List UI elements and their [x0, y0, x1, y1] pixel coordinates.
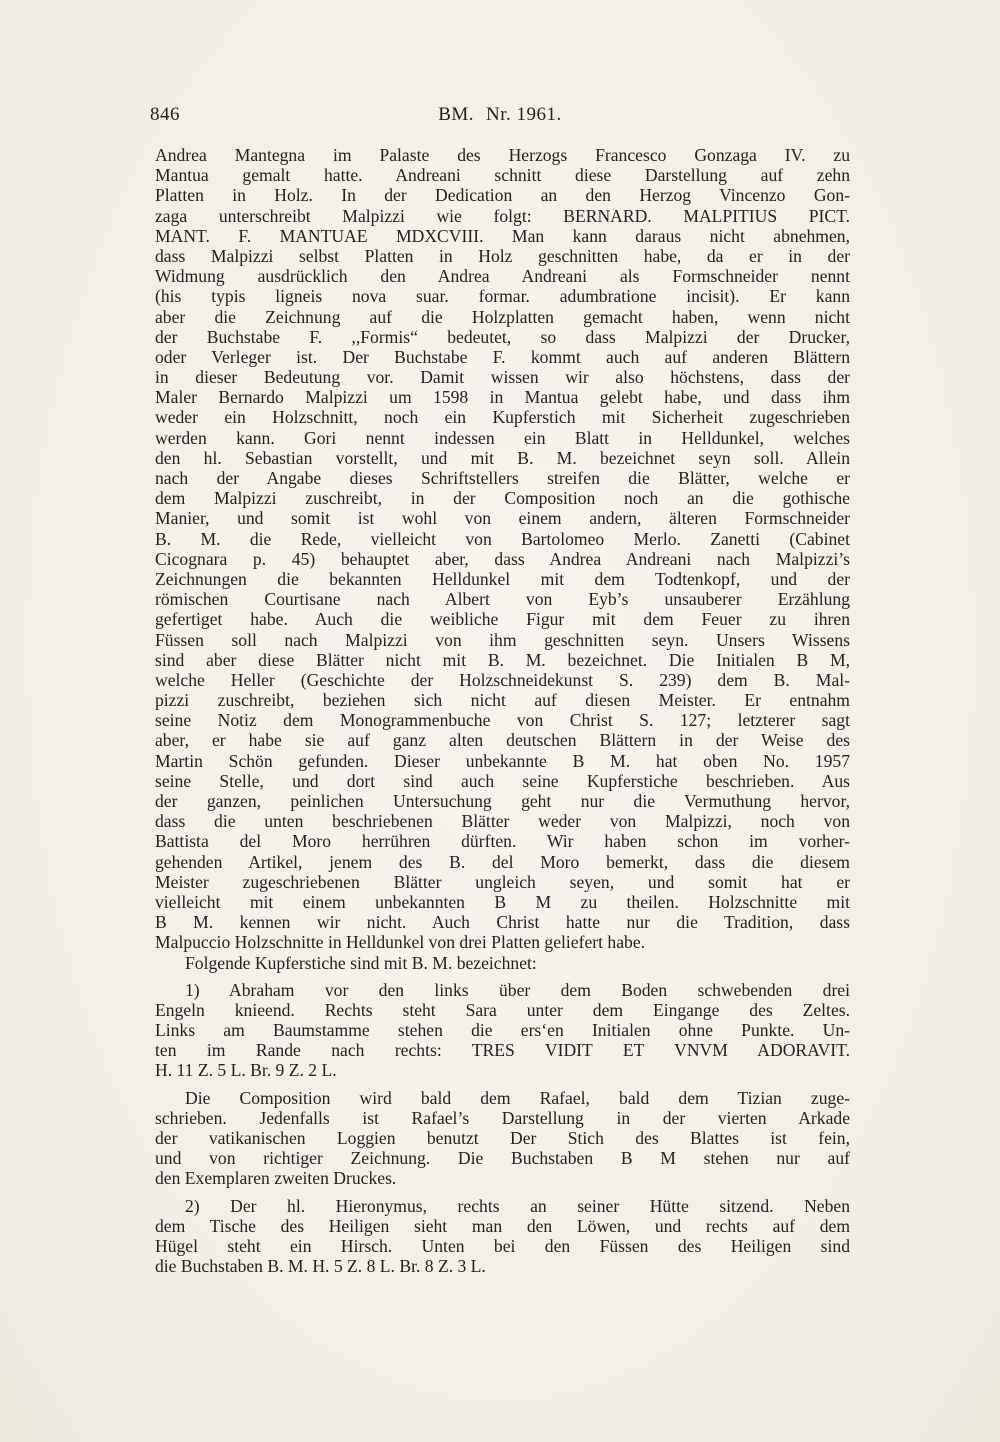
note-line: schrieben. Jedenfalls ist Rafael’s Darstellung in der vierten Arkade — [155, 1107, 850, 1128]
text-line: B M. kennen wir nicht. Auch Christ hatte nur die Tradition, dass — [155, 912, 850, 933]
running-title-part-1: BM. — [438, 104, 475, 125]
running-title-part-2: Nr. 1961. — [486, 104, 562, 125]
note-line: der vatikanischen Loggien benutzt Der Stich des Blattes ist fein, — [155, 1128, 850, 1148]
text-line: Battista del Moro herrühren dürften. Wir haben schon im vorher- — [155, 831, 850, 852]
text-line: der ganzen, peinlichen Untersuchung geht nur die Vermuthung hervor, — [155, 791, 850, 811]
running-title — [150, 104, 850, 126]
text-line: aber die Zeichnung auf die Holzplatten gemacht haben, wenn nicht — [155, 306, 850, 327]
entry-line: H. 11 Z. 5 L. Br. 9 Z. 2 L. — [155, 1060, 337, 1081]
text-line: Malpuccio Holzschnitte in Helldunkel von drei Platten geliefert habe. — [155, 932, 646, 953]
text-line: seine Notiz dem Monogrammenbuche von Christ S. 127; letzterer sagt — [155, 710, 850, 731]
text-line: Zeichnungen die bekannten Helldunkel mit dem Todtenkopf, und der — [155, 568, 850, 589]
entry-line: 2) Der hl. Hieronymus, rechts an seiner Hütte sitzend. Neben — [185, 1195, 850, 1216]
text-line: dass Malpizzi selbst Platten in Holz geschnitten habe, da er in der — [155, 245, 850, 266]
text-line: der Buchstabe F. ,,Formis“ bedeutet, so dass Malpizzi der Drucker, — [155, 326, 850, 347]
text-line: B. M. die Rede, vielleicht von Bartolomeo Merlo. Zanetti (Cabinet — [155, 528, 850, 549]
text-line: zaga unterschreibt Malpizzi wie folgt: BERNARD. MALPITIUS PICT. — [155, 205, 850, 226]
text-line: in dieser Bedeutung vor. Damit wissen wir also höchstens, dass der — [155, 367, 850, 388]
text-line: gehenden Artikel, jenem des B. del Moro bemerkt, dass die diesem — [155, 851, 850, 872]
text-line: vielleicht mit einem unbekannten B M zu theilen. Holzschnitte mit — [155, 891, 850, 912]
text-line: oder Verleger ist. Der Buchstabe F. kommt auch auf anderen Blättern — [155, 346, 850, 367]
body-text — [155, 145, 850, 1276]
entry-line: 1) Abraham vor den links über dem Boden schwebenden drei — [185, 979, 850, 1000]
page-number: 846 — [150, 104, 180, 125]
note-line: Die Composition wird bald dem Rafael, bald dem Tizian zuge- — [185, 1087, 850, 1108]
text-line: (his typis ligneis nova suar. formar. adumbratione incisit). Er kann — [155, 286, 850, 307]
entry-1 — [155, 980, 850, 1081]
text-line: pizzi zuschreibt, beziehen sich nicht auf diesen Meister. Er entnahm — [155, 690, 850, 711]
text-line: aber, er habe sie auf ganz alten deutschen Blättern in der Weise des — [155, 730, 850, 751]
text-line: dass die unten beschriebenen Blätter weder von Malpizzi, noch von — [155, 811, 850, 832]
text-line: Meister zugeschriebenen Blätter ungleich seyen, und somit hat er — [155, 871, 850, 892]
entry-1-note — [155, 1088, 850, 1189]
entry-line: Links am Baumstamme stehen die ers‘en Initialen ohne Punkte. Un- — [155, 1020, 850, 1041]
text-line: Mantua gemalt hatte. Andreani schnitt diese Darstellung auf zehn — [155, 165, 850, 186]
text-line: Platten in Holz. In der Dedication an den Herzog Vincenzo Gon- — [155, 185, 850, 206]
main-paragraph — [155, 145, 850, 953]
text-line: seine Stelle, und dort sind auch seine Kupferstiche beschrieben. Aus — [155, 770, 850, 791]
text-line: Füssen soll nach Malpizzi von ihm geschnitten seyn. Unsers Wissens — [155, 629, 850, 650]
note-line: den Exemplaren zweiten Druckes. — [155, 1168, 397, 1189]
text-line: gefertiget habe. Auch die weibliche Figur mit dem Feuer zu ihren — [155, 609, 850, 630]
note-line: und von richtiger Zeichnung. Die Buchstaben B M stehen nur auf — [155, 1148, 850, 1169]
text-line: Martin Schön gefunden. Dieser unbekannte B M. hat oben No. 1957 — [155, 750, 850, 771]
page-header — [150, 104, 850, 132]
text-line: Andrea Mantegna im Palaste des Herzogs Francesco Gonzaga IV. zu — [155, 145, 850, 165]
text-line: Cicognara p. 45) behauptet aber, dass Andrea Andreani nach Malpizzi’s — [155, 548, 850, 569]
entry-line: ten im Rande nach rechts: TRES VIDIT ET VNVM ADORAVIT. — [155, 1040, 850, 1061]
text-line: werden kann. Gori nennt indessen ein Blatt in Helldunkel, welches — [155, 427, 850, 448]
text-line: den hl. Sebastian vorstellt, und mit B. M. bezeichnet seyn soll. Allein — [155, 447, 850, 468]
text-line: dem Malpizzi zuschreibt, in der Composition noch an die gothische — [155, 488, 850, 509]
entry-line: Engeln knieend. Rechts steht Sara unter dem Eingange des Zeltes. — [155, 999, 850, 1020]
text-line: Widmung ausdrücklich den Andrea Andreani als Formschneider nennt — [155, 266, 850, 287]
text-line: Manier, und somit ist wohl von einem andern, älteren Formschneider — [155, 508, 850, 529]
text-line: weder ein Holzschnitt, noch ein Kupferstich mit Sicherheit zugeschrieben — [155, 407, 850, 428]
text-line: Maler Bernardo Malpizzi um 1598 in Mantua gelebt habe, und dass ihm — [155, 387, 850, 408]
entry-line: die Buchstaben B. M. H. 5 Z. 8 L. Br. 8 Z. 3 L. — [155, 1256, 486, 1277]
entry-2 — [155, 1196, 850, 1277]
text-line: MANT. F. MANTUAE MDXCVIII. Man kann daraus nicht abnehmen, — [155, 225, 850, 246]
entry-line: Hügel steht ein Hirsch. Unten bei den Füssen des Heiligen sind — [155, 1235, 850, 1256]
text-line: welche Heller (Geschichte der Holzschneidekunst S. 239) dem B. Mal- — [155, 669, 850, 690]
text-line: römischen Courtisane nach Albert von Eyb’s unsauberer Erzählung — [155, 589, 850, 610]
text-line: nach der Angabe dieses Schriftstellers streifen die Blätter, welche er — [155, 468, 850, 488]
text-line: sind aber diese Blätter nicht mit B. M. bezeichnet. Die Initialen B M, — [155, 649, 850, 670]
intro-line: Folgende Kupferstiche sind mit B. M. bezeichnet: — [185, 952, 537, 973]
entry-line: dem Tische des Heiligen sieht man den Löwen, und rechts auf dem — [155, 1215, 850, 1236]
